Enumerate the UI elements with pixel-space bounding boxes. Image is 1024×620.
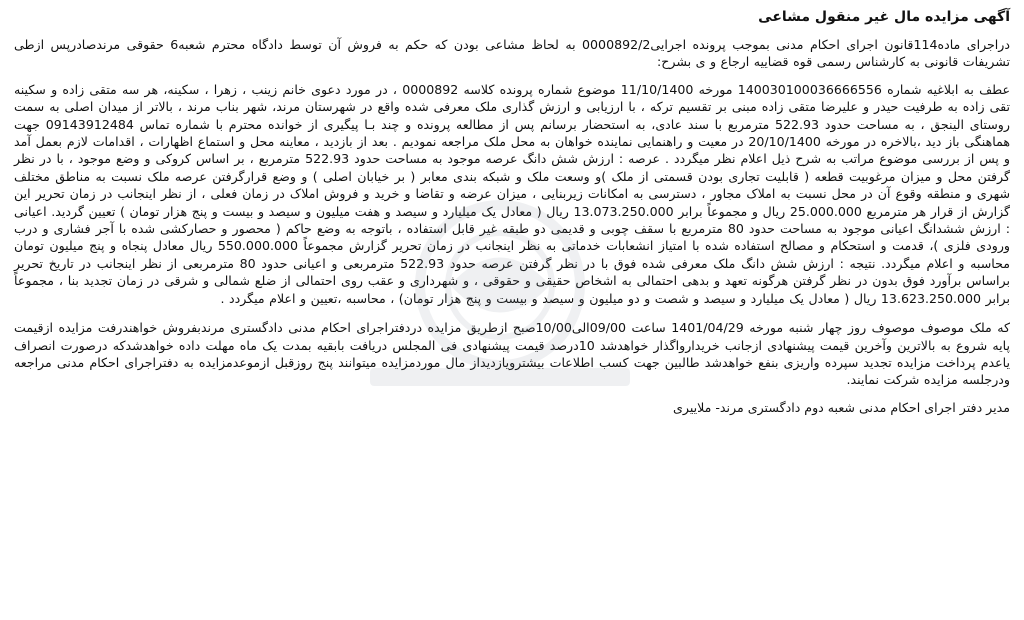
signature-line: مدیر دفتر اجرای احکام مدنی شعبه دوم دادگستری مرند- ملاییری: [673, 399, 1010, 415]
expert-report-paragraph: عطف به ابلاغیه شماره 140030100036666556 مورخه 11/10/1400 موضوع شماره پرونده کلاسه 0000892 ، در مورد دعوی خانم زینب ، زهرا ، سکینه، هر سه متقی زاده و سکینه تقی زاده به طرفیت حیدر و علیرضا متقی زاده مبنی بر تقسیم ترکه ، با ارزیابی و ارزش گذاری ملک معرفی شده واقع در شهرستان مرند، شهر بناب مرند ، بالاتر از میدان اصلی به سمت روستای الینجق ، به مساحت حدود 522.93 مترمربع با سند عادی، به استحضار برسانم پس از مطالعه پرونده و چند بـا پیگیری از خوانده محترم با شماره تماس 09143912484 جهت هماهنگی باز دید ،بالاخره در مورخه 20/10/1400 در معیت و راهنمایی نماینده خواهان به محل ملک مراجعه نمودیم . بعد از بازدید ، معاینه محل و استماع اظهارات ، اقدامات لازم بعمل آمد و پس از بررسی موضوع مراتب به شرح ذیل اعلام نظر میگردد . عرصه : ارزش شش دانگ عرصه موجود به مساحت حدود 522.93 مترمربع ، بر اساس کروکی و وضع موجود ، با در نظر گرفتن محل و میزان مرغوبیت قطعه ( قابلیت تجاری بودن قسمتی از ملک )و وسعت ملک و شبکه بندی معابر ( بر خیابان اصلی ) و وضع قرارگرفتن عرصه ملک نسبت به مناطق مختلف شهری و منطقه وقوع آن در محل نسبت به املاک مجاور ، دسترسی به امکانات زیربنایی ، میزان عرضه و تقاضا و خرید و فروش املاک در زمان فعلی ، از نظر اینجانب در زمان تحریر این گزارش از قرار هر مترمربع 25.000.000 ریال و مجموعاً برابر 13.073.250.000 ریال ( معادل یک میلیارد و سیصد و هفت میلیون و سیصد و بیست و پنج هزار تومان ) تعیین گردید. اعیانی : ارزش ششدانگ اعیانی موجود به مساحت حدود 80 مترمربع با سقف چوبی و قدیمی دو طبقه غیر قابل استفاده ، باتوجه به وضع حاکم ( محصور و حصارکشی شده با آجر فشاری و درب ورودی فلزی )، قدمت و استحکام و مصالح استفاده شده با امتیاز انشعابات خدماتی به نظر اینجانب در زمان تحریر گزارش مجموعاً 550.000.000 ریال معادل پنجاه و پنج میلیون تومان محاسبه و اعلام میگردد. نتیجه : ارزش شش دانگ ملک معرفی شده فوق با در نظر گرفتن عرصه حدود 522.93 مترمربعی و اعیانی حدود 80 مترمربعی از نظر اینجانب در تاریخ تحریر براساس برآورد فوق بدون در نظر گرفتن هرگونه تعهد و بدهی احتمالی به اشخاص حقیقی و حقوقی ، و شهرداری و عقب روی احتمالی از ضلع شمالی و شرقی در زمان تجدید بنا ، مجموعاً برابر 13.623.250.000 ریال ( معادل یک میلیارد و سیصد و شصت و دو میلیون و سیصد و بیست و پنج هزار تومان) ، محاسبه ،تعیین و اعلام میگردد .: [14, 81, 1011, 306]
auction-terms-paragraph: که ملک موصوف موصوف روز چهار شنبه مورخه 1401/04/29 ساعت 09/00الی10/00صبح ازطریق مزایده دردفتراجرای احکام مدنی دادگستری مرندبفروش خواهندرفت مزایده ازقیمت پایه شروع به بالاترین وآخرین قیمت پیشنهادی ازجانب خریدارواگذار خواهدشد 10درصد قیمت پیشنهادی فی المجلس دریافت بابقیه بمدت یک ماه مهلت داده خواهدشدکه درصورت انصراف یاعدم پرداخت مزایده تجدید سپرده واریزی بنفع خواهدشد طالبین جهت کسب اطلاعات بیشترویازدیداز مال موردمزایده میتوانند پنج روزقبل ازموعدمزایده به دفتراجرای احکام مدنی مراجعه ودرجلسه مزایده شرکت نمایند.: [14, 320, 1010, 388]
intro-paragraph: دراجرای ماده114قانون اجرای احکام مدنی بموجب پرونده اجرایی0000892/2 به لحاظ مشاعی بودن که حکم به فروش آن توسط دادگاه محترم شعبه6 حقوقی مرندصادرپس ازطی تشریفات قانونی به کارشناس رسمی قوه قضاییه ارجاع و ی بشرح:: [14, 37, 1010, 70]
announcement-title: آگهی مزایده مال غیر منقول مشاعی: [758, 9, 1010, 25]
